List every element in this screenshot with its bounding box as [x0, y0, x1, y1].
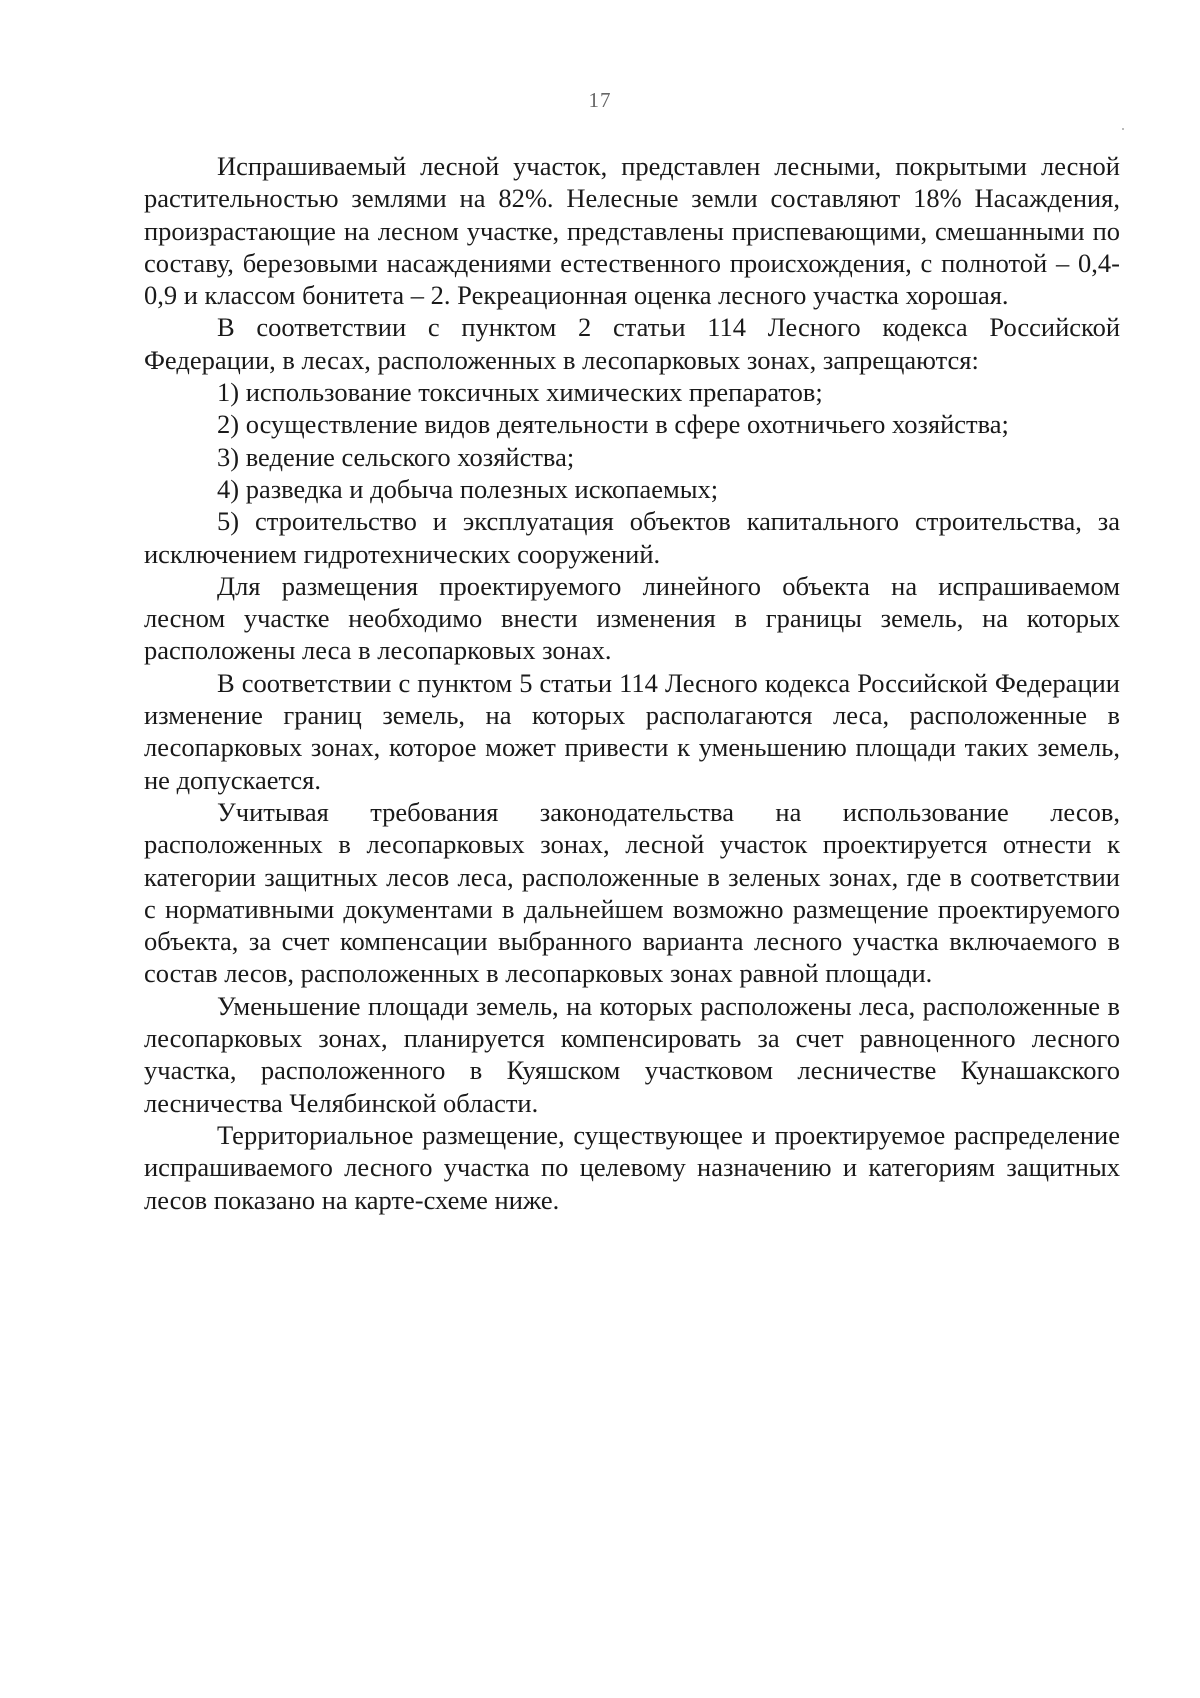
document-body	[144, 150, 1120, 1216]
paragraph-category-reassignment: Учитывая требования законодательства на использование лесов, расположенных в лесопарковых зонах, лесной участок проектируется отнести к категории защитных лесов леса, расположенные в зеленых зонах, где в соответствии с нормативными документами в дальнейшем возможно размещение проектируемого объекта, за счет компенсации выбранного варианта лесного участка включаемого в состав лесов, расположенных в лесопарковых зонах равной площади.	[144, 796, 1120, 989]
scan-mark	[1122, 128, 1124, 130]
list-item-prohibition-5: 5) строительство и эксплуатация объектов капитального строительства, за исключением гидротехнических сооружений.	[144, 506, 1120, 569]
page-number: 17	[588, 88, 612, 112]
paragraph-forest-plot-description: Испрашиваемый лесной участок, представлен лесными, покрытыми лесной растительностью землями на 82%. Нелесные земли составляют 18% Насаждения, произрастающие на лесном участке, представлены приспевающими, смешанными по составу, березовыми насаждениями естественного происхождения, с полнотой – 0,4-0,9 и классом бонитета – 2. Рекреационная оценка лесного участка хорошая.	[144, 151, 1120, 311]
paragraph-compensation: Уменьшение площади земель, на которых расположены леса, расположенные в лесопарковых зонах, планируется компенсировать за счет равноценного лесного участка, расположенного в Куяшском участковом лесничестве Кунашакского лесничества Челябинской области.	[144, 990, 1120, 1118]
list-item-prohibition-3: 3) ведение сельского хозяйства;	[217, 441, 575, 472]
paragraph-map-reference: Территориальное размещение, существующее и проектируемое распределение испрашиваемого лесного участка по целевому назначению и категориям защитных лесов показано на карте-схеме ниже.	[144, 1119, 1120, 1215]
paragraph-boundary-change: Для размещения проектируемого линейного объекта на испрашиваемом лесном участке необходимо внести изменения в границы земель, на которых расположены леса в лесопарковых зонах.	[144, 570, 1120, 666]
paragraph-article-114-5: В соответствии с пунктом 5 статьи 114 Лесного кодекса Российской Федерации изменение границ земель, на которых располагаются леса, расположенные в лесопарковых зонах, которое может привести к уменьшению площади таких земель, не допускается.	[144, 667, 1120, 795]
list-item-prohibition-1: 1) использование токсичных химических препаратов;	[217, 377, 823, 408]
list-item-prohibition-4: 4) разведка и добыча полезных ископаемых;	[217, 473, 719, 504]
list-item-prohibition-2: 2) осуществление видов деятельности в сфере охотничьего хозяйства;	[217, 409, 1009, 440]
paragraph-prohibitions-intro: В соответствии с пунктом 2 статьи 114 Лесного кодекса Российской Федерации, в лесах, расположенных в лесопарковых зонах, запрещаются:	[144, 312, 1120, 375]
